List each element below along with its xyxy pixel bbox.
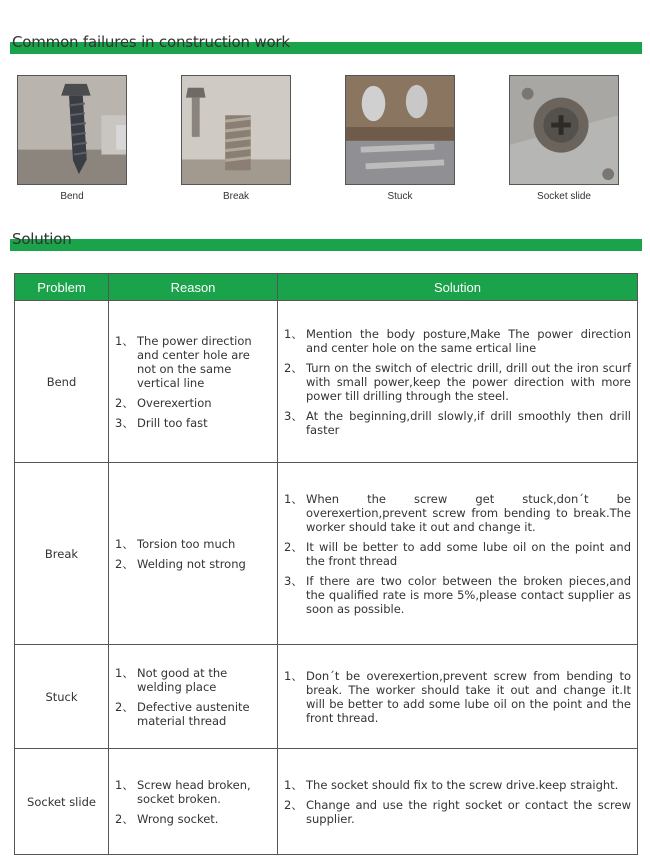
reason-item: 2、 Welding not strong — [115, 556, 246, 571]
reason-cell — [109, 301, 278, 463]
header-solution: Solution — [278, 274, 638, 301]
failure-caption: Stuck — [387, 191, 413, 202]
header-reason: Reason — [109, 274, 278, 301]
failure-caption: Socket slide — [537, 191, 591, 202]
solution-cell — [278, 749, 638, 855]
table-row — [15, 749, 638, 855]
failures-title: Common failures in construction work — [12, 33, 290, 51]
socket-slide-screw-image — [509, 75, 619, 185]
solution-table — [14, 273, 638, 855]
reason-item: 2、 Overexertion — [115, 395, 212, 410]
solution-cell — [278, 645, 638, 749]
problem-cell: Socket slide — [15, 749, 109, 855]
table-row — [15, 463, 638, 645]
solution-item: 2、 It will be better to add some lube oil on the point and the front thread — [284, 539, 631, 568]
failure-photo-stuck — [345, 75, 455, 202]
solution-item: 1、 When the screw get stuck,don´t be overexertion,prevent screw from bending to break.The worker should take it out and change it. — [284, 491, 631, 534]
failure-caption: Bend — [60, 191, 84, 202]
solution-item: 3、 If there are two color between the broken pieces,and the qualified rate is more 5%,please contact supplier as soon as possible. — [284, 573, 631, 616]
reason-item: 1、 The power direction and center hole are not on the same vertical line — [115, 333, 252, 390]
failure-photo-bend — [17, 75, 127, 202]
reason-item: 1、 Not good at the welding place — [115, 665, 228, 694]
solution-item: 2、 Change and use the right socket or contact the screw supplier. — [284, 797, 631, 826]
failure-photo-socket-slide — [509, 75, 619, 202]
bent-screw-image — [17, 75, 127, 185]
solution-cell — [278, 301, 638, 463]
reason-item: 1、 Torsion too much — [115, 536, 236, 551]
reason-item: 1、 Screw head broken, socket broken. — [115, 777, 251, 806]
header-problem: Problem — [15, 274, 109, 301]
table-row — [15, 301, 638, 463]
failure-caption: Break — [222, 191, 250, 202]
broken-screw-image — [181, 75, 291, 185]
table-header-row — [15, 274, 638, 301]
problem-cell: Bend — [15, 301, 109, 463]
reason-item: 2、 Wrong socket. — [115, 811, 219, 826]
reason-item: 2、 Defective austenite material thread — [115, 699, 250, 728]
reason-cell — [109, 463, 278, 645]
failure-photo-break — [181, 75, 291, 202]
solution-section-bar — [10, 239, 642, 251]
solution-item: 1、 Mention the body posture,Make The power direction and center hole on the same ertical line — [284, 326, 631, 355]
solution-item: 1、 Don´t be overexertion,prevent screw from bending to break. The worker should take it out and change it.It will be better to add some lube oil on the point and the front thread. — [284, 668, 631, 725]
solution-item: 1、 The socket should fix to the screw drive.keep straight. — [284, 777, 619, 792]
problem-cell: Stuck — [15, 645, 109, 749]
reason-cell — [109, 645, 278, 749]
solution-item: 2、 Turn on the switch of electric drill, drill out the iron scurf with small power,keep the power direction with more power till drilling through the steel. — [284, 360, 631, 403]
stuck-screw-image — [345, 75, 455, 185]
problem-cell: Break — [15, 463, 109, 645]
solution-cell — [278, 463, 638, 645]
solution-item: 3、 At the beginning,drill slowly,if drill smoothly then drill faster — [284, 408, 631, 437]
failure-photos — [17, 75, 631, 205]
reason-cell — [109, 749, 278, 855]
table-row — [15, 645, 638, 749]
reason-item: 3、 Drill too fast — [115, 415, 208, 430]
solution-title: Solution — [12, 230, 72, 248]
